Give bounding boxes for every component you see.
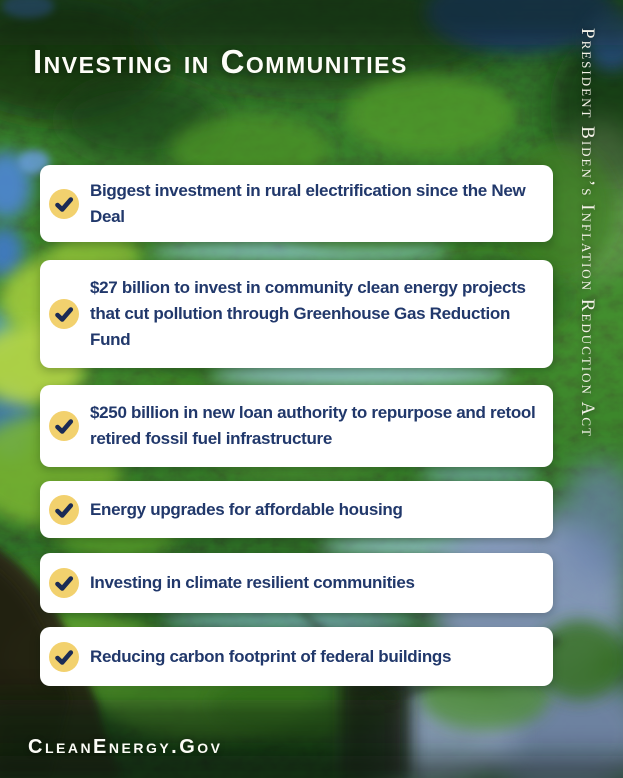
check-icon — [49, 568, 79, 598]
page-title: Investing in Communities — [33, 43, 408, 80]
check-icon — [49, 411, 79, 441]
check-icon — [49, 495, 79, 525]
website-url: CleanEnergy.Gov — [28, 736, 223, 758]
vertical-banner-text: President Biden’s Inflation Reduction Act — [577, 28, 598, 438]
benefit-text: Biggest investment in rural electrification since the New Deal — [90, 180, 526, 226]
benefit-card — [40, 627, 553, 686]
benefit-text: $27 billion to invest in community clean energy projects that cut pollution through Greenhouse Gas Reduction Fund — [90, 278, 526, 349]
check-icon — [49, 642, 79, 672]
benefit-card — [40, 385, 553, 467]
benefit-text: Investing in climate resilient communities — [90, 573, 415, 592]
benefit-text: $250 billion in new loan authority to repurpose and retool retired fossil fuel infrastructure — [90, 403, 536, 448]
benefit-card — [40, 481, 553, 538]
benefit-card — [40, 165, 553, 242]
benefit-card — [40, 260, 553, 368]
benefit-text: Reducing carbon footprint of federal buildings — [90, 646, 452, 666]
benefit-text: Energy upgrades for affordable housing — [90, 499, 403, 519]
benefit-card — [40, 553, 553, 613]
check-icon — [49, 299, 79, 329]
check-icon — [49, 189, 79, 219]
